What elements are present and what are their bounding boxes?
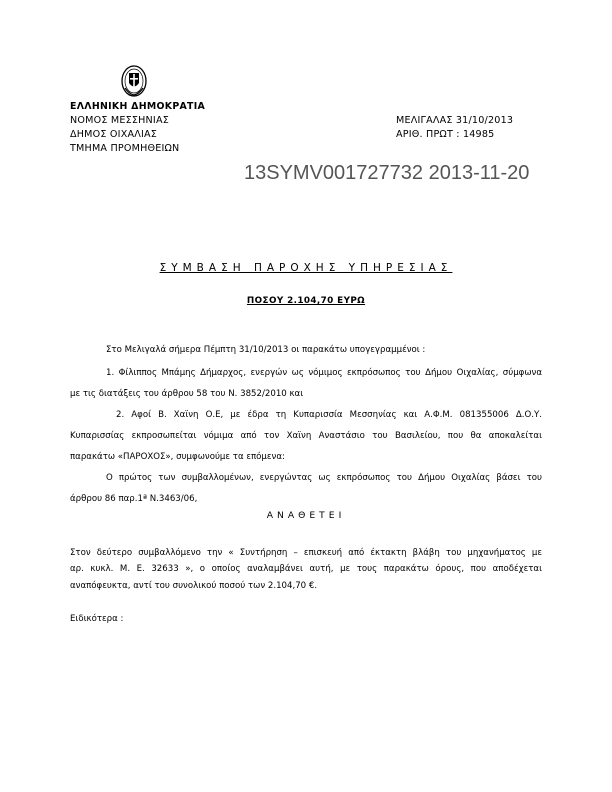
intro-line: Στο Μελιγαλά σήμερα Πέμπτη 31/10/2013 οι παρακάτω υπογεγραμμένοι :: [106, 345, 426, 355]
specifics-label: Ειδικότερα :: [70, 614, 124, 624]
prefecture-line: ΝΟΜΟΣ ΜΕΣΣΗΝΙΑΣ: [70, 115, 169, 126]
republic-heading: ΕΛΛΗΝΙΚΗ ΔΗΜΟΚΡΑΤΙΑ: [70, 101, 206, 112]
assigns-keyword: ΑΝΑΘΕΤΕΙ: [266, 510, 346, 521]
reference-stamp: 13SYMV001727732 2013-11-20: [244, 162, 530, 184]
clause-line2: άρθρου 86 παρ.1ª Ν.3463/06,: [70, 494, 198, 504]
assign-line1: Στον δεύτερο συμβαλλόμενο την « Συντήρηση – επισκευή από έκτακτη βλάβη του μηχανήματος με: [70, 548, 542, 558]
party2-line2: Κυπαρισσίας εκπροσωπείται νόμιμα από τον Χαϊνη Αναστάσιο του Βασιλείου, που θα αποκαλείται: [70, 431, 542, 441]
amount-heading: ΠΟΣΟΥ 2.104,70 ΕΥΡΩ: [246, 296, 366, 306]
party2-line1: 2. Αφοί Β. Χαϊνη Ο.Ε, με έδρα τη Κυπαρισσία Μεσσηνίας και Α.Φ.Μ. 081355006 Δ.Ο.Υ.: [116, 410, 542, 420]
department-line: ΤΜΗΜΑ ΠΡΟΜΗΘΕΙΩΝ: [70, 143, 180, 154]
place-date: ΜΕΛΙΓΑΛΑΣ 31/10/2013: [396, 115, 514, 126]
assign-line3: αναπόφευκτα, αντί του συνολικού ποσού των 2.104,70 €.: [70, 581, 318, 591]
clause-line1: Ο πρώτος των συμβαλλομένων, ενεργώντας ως εκπρόσωπος του Δήμου Οιχαλίας βάσει του: [106, 473, 542, 483]
assign-line2: αρ. κυκλ. Μ. Ε. 32633 », ο οποίος αναλαμβάνει αυτή, με τους παρακάτω όρους, που αποδέχεται: [70, 564, 542, 574]
greek-emblem-icon: [120, 64, 148, 98]
party1-line2: με τις διατάξεις του άρθρου 58 του Ν. 3852/2010 και: [70, 389, 304, 399]
municipality-line: ΔΗΜΟΣ ΟΙΧΑΛΙΑΣ: [70, 129, 158, 140]
document-title: ΣΥΜΒΑΣΗ ΠΑΡΟΧΗΣ ΥΠΗΡΕΣΙΑΣ: [159, 262, 453, 274]
party1-line1: 1. Φίλιππος Μπάμης Δήμαρχος, ενεργών ως νόμιμος εκπρόσωπος του Δήμου Οιχαλίας, σύμφωνα: [106, 368, 542, 378]
party2-line3: παρακάτω «ΠΑΡΟΧΟΣ», συμφωνούμε τα επόμενα:: [70, 452, 285, 462]
protocol-number: ΑΡΙΘ. ΠΡΩΤ : 14985: [396, 129, 495, 140]
